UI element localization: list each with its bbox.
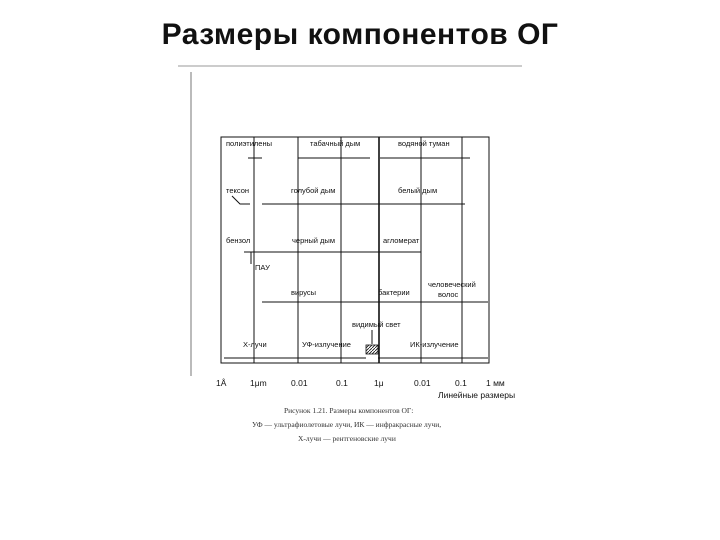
label-hair: волос: [438, 290, 459, 299]
label-x-rays: Х-лучи: [243, 340, 267, 349]
page-title: Размеры компонентов ОГ: [161, 18, 559, 51]
label-viruses: вирусы: [291, 288, 317, 297]
label-white-smoke: белый дым: [398, 186, 438, 195]
label-uv: УФ-излучение: [302, 340, 351, 349]
tick-1a: 1Å: [216, 378, 227, 388]
label-visible-light: видимый свет: [352, 320, 401, 329]
tick-1mkm: 1μm: [250, 378, 267, 388]
tick-01b: 0.1: [455, 378, 467, 388]
caption-line-3: Х-лучи — рентгеновские лучи: [298, 434, 396, 443]
label-ir: ИК-излучение: [410, 340, 459, 349]
visible-light-band: [366, 345, 378, 354]
axis-label: Линейные размеры: [438, 390, 516, 400]
label-water-mist: водяной туман: [398, 139, 450, 148]
label-benzol: бензол: [226, 236, 251, 245]
label-blue-smoke: голубой дым: [291, 186, 336, 195]
tick-001b: 0.01: [414, 378, 431, 388]
label-tobacco-smoke: табачный дым: [310, 139, 361, 148]
diagram-frame: [221, 137, 489, 363]
label-texon: тексон: [226, 186, 250, 195]
label-human-hair: человеческий: [428, 280, 476, 289]
label-pah: ПАУ: [255, 263, 270, 272]
tick-1mm: 1 мм: [486, 378, 505, 388]
label-black-smoke: черный дым: [292, 236, 335, 245]
tick-001a: 0.01: [291, 378, 308, 388]
tick-01a: 0.1: [336, 378, 348, 388]
label-bacteria: бактерии: [378, 288, 410, 297]
caption-line-2: УФ — ультрафиолетовые лучи, ИК — инфракрасные лучи,: [252, 420, 442, 429]
label-agglomerate: агломерат: [383, 236, 420, 245]
tick-1mu: 1μ: [374, 378, 384, 388]
label-polyethylene: полиэтилены: [226, 139, 272, 148]
caption-line-1: Рисунок 1.21. Размеры компонентов ОГ:: [284, 406, 414, 415]
texon-leader: [232, 196, 250, 204]
